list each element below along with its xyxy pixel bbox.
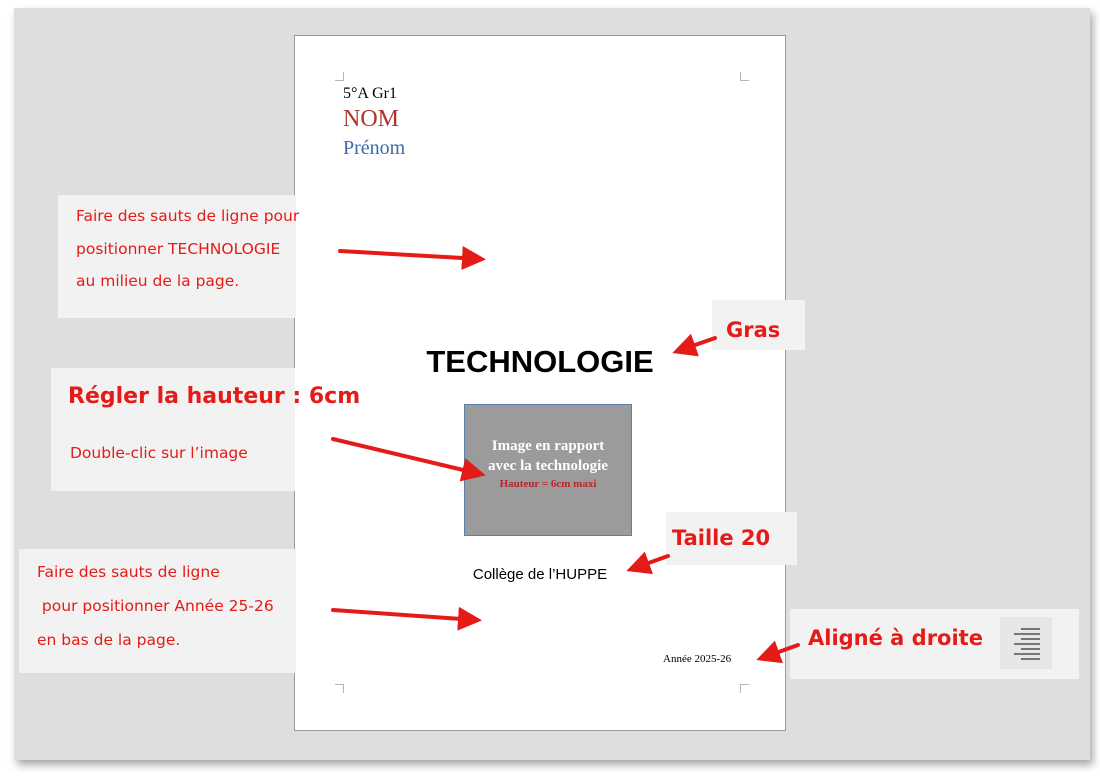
note-sauts-bottom-line2: pour positionner Année 25-26 <box>37 597 274 615</box>
college-name: Collège de l’HUPPE <box>472 566 608 583</box>
image-caption-line2: avec la technologie <box>488 458 608 474</box>
note-hauteur-sub: Double-clic sur l’image <box>70 444 248 462</box>
note-sauts-top-line1: Faire des sauts de ligne pour <box>76 207 300 225</box>
nom-field: NOM <box>343 106 400 132</box>
arrow-to-bottom <box>333 610 476 620</box>
note-sauts-top-line3: au milieu de la page. <box>76 272 240 290</box>
arrow-to-college <box>632 556 668 569</box>
note-aligne-label: Aligné à droite <box>808 626 983 650</box>
note-sauts-top-line2: positionner TECHNOLOGIE <box>76 240 281 258</box>
note-hauteur-title: Régler la hauteur : 6cm <box>68 384 361 409</box>
arrow-to-title <box>678 338 715 351</box>
image-caption-line1: Image en rapport <box>491 438 605 454</box>
note-sauts-bottom-line3: en bas de la page. <box>37 631 181 649</box>
arrow-to-image <box>333 439 480 474</box>
note-sauts-bottom-line1: Faire des sauts de ligne <box>37 563 220 581</box>
image-height-note: Hauteur = 6cm maxi <box>499 478 597 490</box>
prenom-field: Prénom <box>343 137 406 159</box>
note-taille-label: Taille 20 <box>672 526 771 550</box>
year-line: Année 2025-26 <box>663 653 732 665</box>
document-title: TECHNOLOGIE <box>426 344 654 379</box>
class-line: 5°A Gr1 <box>343 85 397 102</box>
arrow-to-middle <box>340 251 480 259</box>
arrow-to-year <box>762 645 798 658</box>
note-gras-label: Gras <box>726 318 781 342</box>
